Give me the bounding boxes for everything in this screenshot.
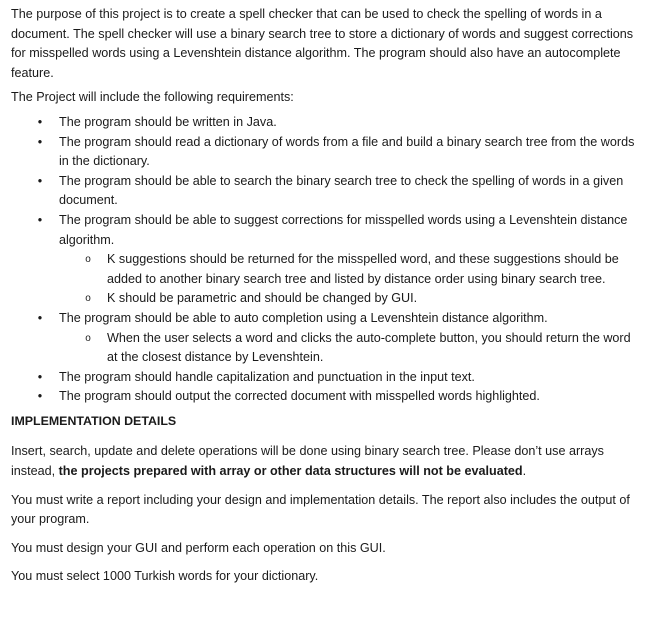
implementation-end: . (522, 464, 527, 479)
implementation-bold-text: the projects prepared with array or other data structures will not be evaluated (58, 464, 523, 479)
sub-requirement-item (59, 289, 635, 309)
requirement-text: The program should be able to search the binary search tree to check the spelling of words in a given document. (59, 173, 624, 208)
bullet-icon: • (37, 212, 43, 227)
requirement-item (11, 172, 635, 211)
sub-requirement-text: K suggestions should be returned for the misspelled word, and these suggestions should be added to another binary search tree and listed by distance order using binary search tree. (107, 252, 619, 286)
requirement-text: The program should be able to auto completion using a Levenshtein distance algorithm. (59, 310, 548, 325)
requirement-item (11, 309, 635, 368)
requirement-text: The program should be able to suggest corrections for misspelled words using a Levenshtein distance algorithm. (59, 212, 628, 247)
intro-paragraph: The purpose of this project is to create a spell checker that can be used to check the spelling of words in a document. The spell checker will use a binary search tree to store a dictionary of words and suggest corrections for misspelled words using a Levenshtein distance algorithm. The program should also have an autocomplete feature. (11, 7, 634, 80)
sub-requirement-text: When the user selects a word and clicks the auto-complete button, you should return the word at the closest distance by Levenshtein. (107, 330, 631, 365)
bullet-icon: • (37, 134, 43, 149)
sub-requirement-text: K should be parametric and should be changed by GUI. (107, 291, 418, 306)
implementation-paragraph (11, 442, 635, 481)
sub-bullet-icon: o (85, 293, 91, 305)
bullet-icon: • (37, 173, 43, 188)
requirement-text: The program should be written in Java. (59, 114, 277, 129)
requirement-item (11, 387, 635, 407)
requirement-item (11, 211, 635, 309)
requirements-list (11, 113, 635, 407)
sub-bullet-icon: o (85, 332, 91, 344)
report-paragraph: You must write a report including your design and implementation details. The report also includes the output of your program. (11, 492, 630, 527)
implementation-text: Insert, search, update and delete operations will be done using binary search tree. Please don’t use arrays instead, (11, 444, 604, 479)
bullet-icon: • (37, 369, 43, 384)
bullet-icon: • (37, 389, 43, 404)
bullet-icon: • (37, 310, 43, 325)
sub-bullet-icon: o (85, 254, 91, 266)
implementation-heading: IMPLEMENTATION DETAILS (11, 413, 177, 428)
suggestion-sublist (59, 250, 635, 309)
autocomplete-sublist (59, 329, 635, 368)
requirement-text: The program should read a dictionary of words from a file and build a binary search tree from the words in the dictionary. (59, 134, 635, 169)
bullet-icon: • (37, 114, 43, 129)
requirement-item (11, 368, 635, 388)
sub-requirement-item (59, 329, 635, 368)
requirement-item (11, 133, 635, 172)
requirement-text: The program should output the corrected document with misspelled words highlighted. (59, 389, 540, 404)
sub-requirement-item (59, 250, 635, 289)
requirements-lead: The Project will include the following requirements: (11, 90, 294, 105)
requirement-item (11, 113, 635, 133)
dictionary-paragraph: You must select 1000 Turkish words for your dictionary. (11, 569, 319, 584)
gui-paragraph: You must design your GUI and perform each operation on this GUI. (11, 540, 386, 555)
requirement-text: The program should handle capitalization and punctuation in the input text. (59, 369, 475, 384)
